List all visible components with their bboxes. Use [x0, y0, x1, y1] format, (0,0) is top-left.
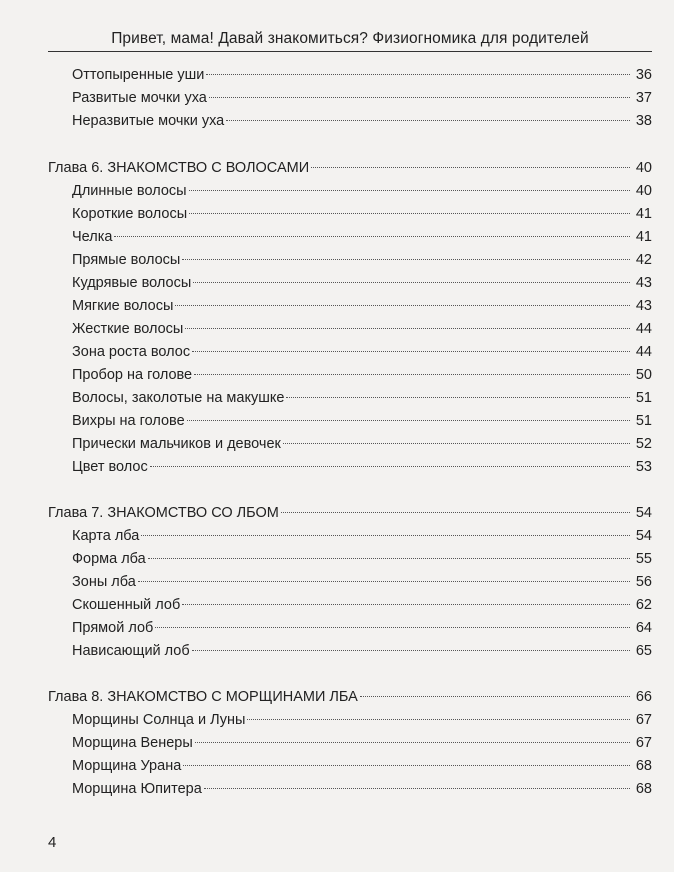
dot-leader [192, 650, 630, 651]
toc-entry-title: Кудрявые волосы [72, 275, 192, 291]
toc-entry-title: Неразвитые мочки уха [72, 113, 225, 129]
dot-leader [193, 282, 630, 283]
dot-leader [187, 420, 630, 421]
dot-leader [194, 374, 630, 375]
chapter-title: Глава 8. ЗНАКОМСТВО С МОРЩИНАМИ ЛБА [48, 689, 358, 705]
toc-entry-page: 42 [635, 252, 652, 268]
toc-entry-page: 37 [635, 90, 652, 106]
toc-entry-page: 44 [635, 321, 652, 337]
toc-chapter-6[interactable] [48, 157, 652, 180]
toc-chapter-8[interactable] [48, 686, 652, 709]
dot-leader [114, 236, 630, 237]
dot-leader [141, 535, 630, 536]
toc-entry-page: 51 [635, 390, 652, 406]
dot-leader [189, 190, 630, 191]
dot-leader [195, 742, 630, 743]
toc-entry[interactable] [48, 594, 652, 617]
toc-entry[interactable] [48, 203, 652, 226]
dot-leader [175, 305, 630, 306]
toc-entry[interactable] [48, 364, 652, 387]
toc-entry-title: Прямой лоб [72, 620, 154, 636]
dot-leader [204, 788, 630, 789]
toc-entry[interactable] [48, 64, 652, 87]
dot-leader [185, 328, 630, 329]
chapter-page: 66 [635, 689, 652, 705]
toc-entry-title: Скошенный лоб [72, 597, 181, 613]
toc-entry-title: Зоны лба [72, 574, 136, 590]
dot-leader [182, 604, 630, 605]
toc-entry-page: 67 [635, 712, 652, 728]
toc-entry[interactable] [48, 110, 652, 133]
section-gap [48, 479, 652, 502]
toc-entry[interactable] [48, 341, 652, 364]
chapter-page: 40 [635, 160, 652, 176]
page-number: 4 [48, 834, 57, 851]
toc-entry[interactable] [48, 318, 652, 341]
dot-leader [286, 397, 630, 398]
toc-entry-page: 54 [635, 528, 652, 544]
chapter-title: Глава 6. ЗНАКОМСТВО С ВОЛОСАМИ [48, 160, 310, 176]
dot-leader [183, 765, 630, 766]
toc-entry-title: Короткие волосы [72, 206, 188, 222]
toc-entry[interactable] [48, 548, 652, 571]
toc-entry-title: Оттопыренные уши [72, 67, 205, 83]
toc-entry-page: 50 [635, 367, 652, 383]
dot-leader [155, 627, 630, 628]
dot-leader [281, 512, 630, 513]
toc-entry-page: 41 [635, 206, 652, 222]
running-title: Привет, мама! Давай знакомиться? Физиогномика для родителей [111, 30, 589, 47]
toc-entry-page: 51 [635, 413, 652, 429]
toc-entry[interactable] [48, 410, 652, 433]
dot-leader [226, 120, 630, 121]
toc-entry[interactable] [48, 433, 652, 456]
toc-entry-title: Цвет волос [72, 459, 148, 475]
toc-entry[interactable] [48, 180, 652, 203]
toc-chapter-7[interactable] [48, 502, 652, 525]
chapter-page: 54 [635, 505, 652, 521]
header-rule [48, 51, 652, 52]
toc-entry-title: Морщины Солнца и Луны [72, 712, 246, 728]
section-gap [48, 133, 652, 157]
dot-leader [182, 259, 630, 260]
toc-entry[interactable] [48, 709, 652, 732]
dot-leader [283, 443, 630, 444]
toc-entry[interactable] [48, 387, 652, 410]
dot-leader [148, 558, 630, 559]
toc-entry-title: Развитые мочки уха [72, 90, 207, 106]
toc-entry[interactable] [48, 732, 652, 755]
dot-leader [192, 351, 630, 352]
toc-entry-page: 64 [635, 620, 652, 636]
toc-entry-title: Пробор на голове [72, 367, 193, 383]
toc-entry[interactable] [48, 640, 652, 663]
dot-leader [311, 167, 630, 168]
toc-entry-title: Форма лба [72, 551, 146, 567]
toc-entry[interactable] [48, 249, 652, 272]
toc-entry-page: 36 [635, 67, 652, 83]
dot-leader [209, 97, 630, 98]
table-of-contents [48, 64, 652, 801]
toc-entry-page: 41 [635, 229, 652, 245]
toc-entry-title: Длинные волосы [72, 183, 187, 199]
toc-entry-page: 44 [635, 344, 652, 360]
toc-entry-title: Карта лба [72, 528, 140, 544]
toc-entry[interactable] [48, 525, 652, 548]
dot-leader [360, 696, 630, 697]
toc-entry-title: Жесткие волосы [72, 321, 184, 337]
toc-entry[interactable] [48, 272, 652, 295]
dot-leader [247, 719, 630, 720]
toc-entry[interactable] [48, 226, 652, 249]
toc-entry-page: 62 [635, 597, 652, 613]
dot-leader [138, 581, 630, 582]
toc-entry-page: 67 [635, 735, 652, 751]
toc-entry[interactable] [48, 778, 652, 801]
toc-entry[interactable] [48, 617, 652, 640]
toc-entry[interactable] [48, 87, 652, 110]
toc-entry-title: Прически мальчиков и девочек [72, 436, 281, 452]
toc-entry[interactable] [48, 571, 652, 594]
section-gap [48, 663, 652, 686]
dot-leader [206, 74, 630, 75]
toc-entry-title: Челка [72, 229, 113, 245]
toc-entry-page: 40 [635, 183, 652, 199]
toc-entry-page: 56 [635, 574, 652, 590]
toc-entry-title: Мягкие волосы [72, 298, 174, 314]
toc-entry-title: Зона роста волос [72, 344, 191, 360]
toc-entry-page: 55 [635, 551, 652, 567]
dot-leader [189, 213, 630, 214]
toc-entry-page: 43 [635, 275, 652, 291]
toc-entry-title: Морщина Урана [72, 758, 182, 774]
toc-entry-page: 38 [635, 113, 652, 129]
toc-entry-title: Прямые волосы [72, 252, 181, 268]
toc-entry-title: Морщина Юпитера [72, 781, 202, 797]
chapter-title: Глава 7. ЗНАКОМСТВО СО ЛБОМ [48, 505, 279, 521]
toc-entry-page: 65 [635, 643, 652, 659]
dot-leader [150, 466, 630, 467]
toc-entry-title: Вихры на голове [72, 413, 185, 429]
toc-entry-page: 52 [635, 436, 652, 452]
toc-entry[interactable] [48, 456, 652, 479]
toc-entry-title: Волосы, заколотые на макушке [72, 390, 285, 406]
toc-entry[interactable] [48, 295, 652, 318]
toc-entry-page: 43 [635, 298, 652, 314]
toc-entry-title: Нависающий лоб [72, 643, 190, 659]
toc-entry-page: 68 [635, 758, 652, 774]
toc-entry-title: Морщина Венеры [72, 735, 193, 751]
toc-entry[interactable] [48, 755, 652, 778]
toc-entry-page: 68 [635, 781, 652, 797]
toc-entry-page: 53 [635, 459, 652, 475]
